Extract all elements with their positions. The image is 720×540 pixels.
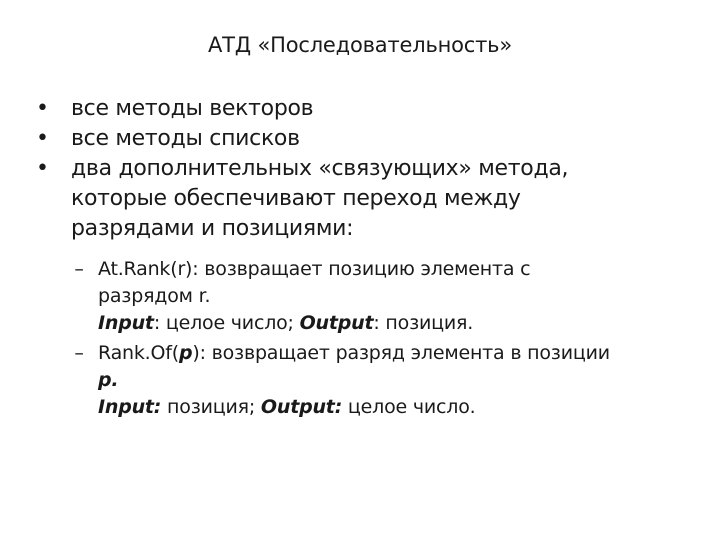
sub-bullet-list — [65, 256, 680, 421]
atrank-description: At.Rank(r): возвращает позицию элемента с — [98, 258, 531, 280]
output-value: : позиция. — [373, 312, 474, 334]
input-value: : целое число; — [153, 312, 300, 334]
bullet-marker: • — [36, 156, 49, 181]
rankof-description — [98, 340, 680, 367]
bullet-item — [36, 94, 686, 124]
input-value: позиция; — [161, 396, 261, 418]
bullet-text-line-3: разрядами и позициями: — [71, 216, 354, 241]
bullet-text: все методы списков — [71, 126, 300, 151]
sub-bullet-rankof — [65, 340, 680, 421]
dash-marker: – — [74, 342, 84, 364]
bullet-marker: • — [36, 126, 49, 151]
bullet-text-line-2: которые обеспечивают переход между — [71, 186, 521, 211]
bullet-item — [36, 154, 686, 421]
output-label: Output: — [260, 396, 343, 418]
bullet-list — [36, 94, 686, 424]
sub-bullet-atrank — [65, 256, 680, 337]
atrank-description-cont: разрядом r. — [98, 285, 211, 307]
output-label: Output — [299, 312, 374, 334]
rankof-io — [98, 394, 680, 421]
slide-title: АТД «Последовательность» — [208, 33, 512, 57]
atrank-io — [98, 310, 680, 337]
input-label: Input — [98, 312, 154, 334]
input-label: Input: — [98, 396, 162, 418]
rankof-suffix: ): возвращает разряд элемента в позиции — [192, 342, 610, 364]
rankof-param: p — [178, 342, 193, 364]
bullet-text-line-1: два дополнительных «связующих» метода, — [71, 156, 569, 181]
dash-marker: – — [74, 258, 84, 280]
rankof-description-cont: p. — [98, 369, 119, 391]
bullet-text: все методы векторов — [71, 96, 314, 121]
rankof-prefix: Rank.Of( — [98, 342, 179, 364]
bullet-item — [36, 124, 686, 154]
bullet-marker: • — [36, 96, 49, 121]
output-value: целое число. — [342, 396, 476, 418]
